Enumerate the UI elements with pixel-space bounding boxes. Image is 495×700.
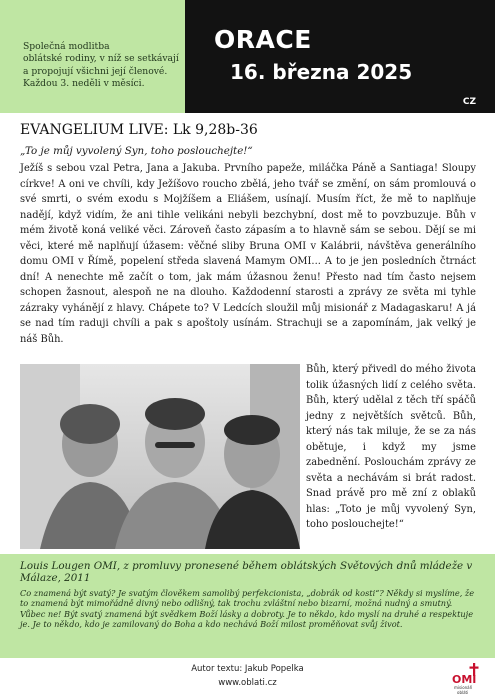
group-photo-illustration — [20, 364, 300, 549]
page-title: ORACE — [214, 25, 312, 54]
reflection-side-text: Bůh, který přivedl do mého života tolik úžasných lidí z celého světa. Bůh, který udělal z těch tří spáčů jedny z největších světců. Bůh, který nás tak miluje, že se za nás obětuje, i když my jsme zabednění. Poslouchám zprávy ze světa a nechávám si brát radost. Snad právě pro mě zní z oblaků hlas: „Toto je můj vyvolený Syn, toho poslouchejte!“ — [306, 364, 476, 530]
omi-logo-text: OMI — [452, 673, 477, 686]
gospel-quote: „To je můj vyvolený Syn, toho poslouchejte!“ — [20, 145, 253, 157]
language-label: CZ — [462, 97, 476, 107]
omi-logo-sub2: obláti — [457, 690, 469, 695]
omi-logo-icon — [450, 663, 480, 695]
omi-logo — [450, 663, 480, 695]
omi-logo-sub1: misionáři — [454, 685, 473, 690]
header-intro-text: Společná modlitba oblátské rodiny, v níž se setkávají a propojují všichni její členové. Každou 3. neděli v měsíci. — [23, 41, 179, 90]
author-line: Autor textu: Jakub Popelka — [191, 664, 304, 674]
reflection-text: Ježíš s sebou vzal Petra, Jana a Jakuba. Prvního papeže, miláčka Páně a Santiaga! Sloupy církve! A oni ve chvíli, kdy Ježíšovo roucho zbělá, jeho tvář se změní, on sám promlouvá o své smrti, o svém exodu s Mojžíšem a Eliášem, usínají. Musím říct, že mě to naplňuje nadějí, když vidím, že ani tihle velikáni nebyli bezchybní, dost mě to povzbuzuje. Bůh v mém životě koná veliké věci. Zároveň často zápasím a to hlavně sám se sebou. Dějí se mi věci, které mě naplňují úžasem: věčné sliby Bruna OMI v Kalábrii, návštěva generálního domu OMI v Římě, popelení středa slavená Mamym OMI... A to je jen posledních čtrnáct dní! A nenechte mě začít o tom, jak mám úžasnou ženu! Přesto nad tím často nejsem schopen žasnout, alespoň ne na dlouho. Každodenní starosti a zprávy ze světa mi tyhle zázraky vyhánějí z hlavy. Chápete to? V Ledcích sloužil můj misionář z Madagaskaru! A já se nad tím raduji chvíli a pak s apoštoly usínám. Strachuji se a zapomínám, jak velký je náš Bůh. — [20, 163, 476, 345]
group-photo — [20, 364, 300, 549]
header-title-box — [185, 0, 495, 113]
quote-text: Co znamená být svatý? Je svatým člověkem samolibý perfekcionista, „dobrák od kosti“? Někdy si myslíme, že to znamená být mimořádně divný nebo odlišný, tak trochu zvláštní nebo bizarní, možná nudný a smutný. Vůbec ne! Být svatý znamená být svědkem Boží lásky a dobroty. Je to někdo, kdo myslí na druhé a respektuje je. Je to někdo, kdo je zamilovaný do Boha a kdo nechává Boží milost proměňovat svůj život. — [20, 588, 475, 630]
header-intro-box — [0, 0, 185, 113]
quote-block — [0, 554, 495, 658]
page-date: 16. března 2025 — [230, 60, 413, 84]
quote-title: Louis Lougen OMI, z promluvy pronesené během oblátských Světových dnů mládeže v Málaze, 2011 — [20, 560, 473, 584]
gospel-title: EVANGELIUM LIVE: Lk 9,28b-36 — [20, 122, 258, 138]
website-link[interactable]: www.oblati.cz — [218, 678, 277, 688]
